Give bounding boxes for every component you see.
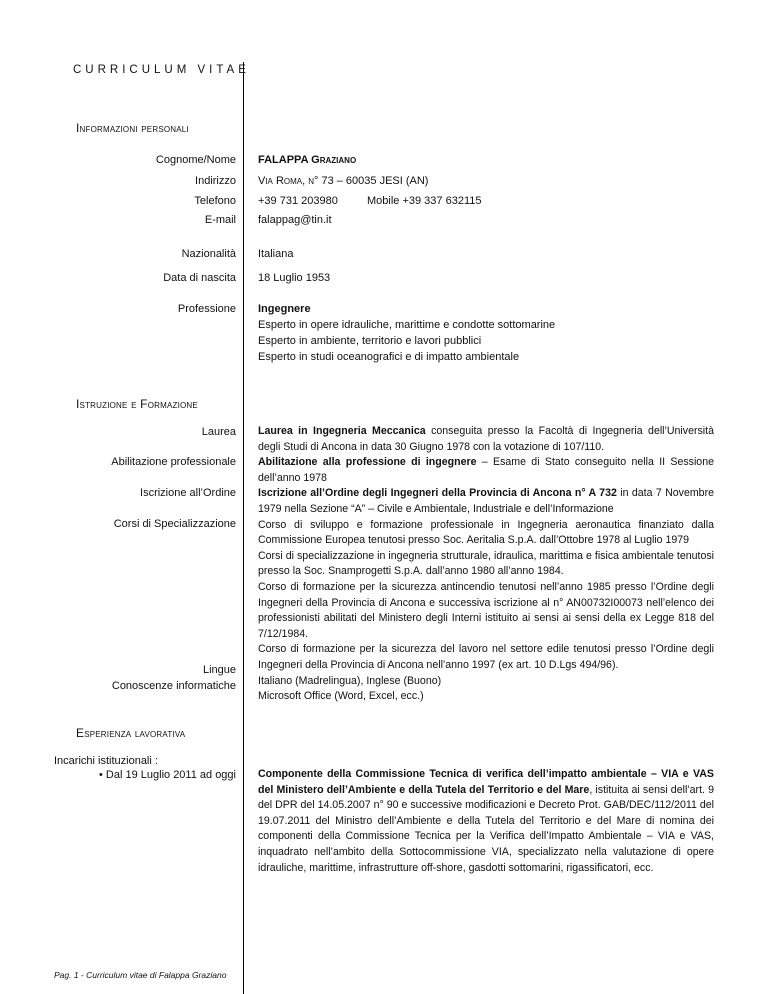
address-label: Indirizzo	[195, 175, 236, 187]
nationality-value: Italiana	[258, 248, 294, 260]
experience-rest: , istituita ai sensi dell’art. 9 del DPR del 14.05.2007 n° 90 e successive modificazioni e Decreto Prot. GAB/DEC/112/2011 del 19.07.2011 del Ministro dell’Ambiente e della Tutela del Territorio e del Mare di nomina dei componenti della Commissione Tecnica per la Verifica dell’Impatto Ambientale – VIA e VAS, inquadrato nell’ambito della Sottocommissione VIA, specializzato nella valutazione di opere idrauliche, marittime, infrastrutture off-shore, gasdotti sottomarini, rigassificatori, ecc.	[258, 783, 715, 874]
experience-date-label: • Dal 19 Luglio 2011 ad oggi	[99, 769, 236, 781]
laurea-text	[258, 424, 714, 455]
laurea-bold: Laurea in Ingegneria Meccanica	[258, 425, 426, 437]
section-education: Istruzione e Formazione	[76, 397, 198, 411]
birthdate-value: 18 Luglio 1953	[258, 272, 331, 284]
address-value: Via Roma, n° 73 – 60035 JESI (AN)	[258, 175, 429, 187]
iscrizione-text	[258, 486, 714, 517]
profession-line: Esperto in studi oceanografici e di impatto ambientale	[258, 351, 520, 363]
corso-item: Corso di formazione per la sicurezza antincendio tenutosi nell’anno 1985 presso l’Ordine degli Ingegneri della Provincia di Ancona e successiva iscrizione al n° AN00732I00073 nell’elenco dei professionisti abilitati del Ministero degli Interni istituito ai sensi ai sensi della ex Legge 818 del 7/12/1984.	[258, 580, 714, 640]
mobile-value: Mobile +39 337 632115	[367, 195, 482, 207]
email-value[interactable]: falappag@tin.it	[258, 214, 332, 226]
iscrizione-rest: in data 7 Novembre 1979 nella Sezione “A” – Civile e Ambientale, Industriale e dell’Informazione	[258, 487, 714, 515]
phone-value: +39 731 203980	[258, 195, 338, 207]
education-content	[258, 424, 714, 705]
profession-line: Esperto in opere idrauliche, marittime e condotte sottomarine	[258, 319, 556, 331]
name-value: FALAPPA Graziano	[258, 154, 357, 166]
page-footer: Pag. 1 - Curriculum vitae di Falappa Graziano	[54, 970, 227, 980]
profession-title: Ingegnere	[258, 303, 311, 315]
laurea-label: Laurea	[201, 426, 236, 438]
abilitazione-rest: – Esame di Stato conseguito nella II Sessione dell’anno 1978	[258, 456, 714, 484]
iscrizione-label: Iscrizione all’Ordine	[140, 487, 236, 499]
abilitazione-bold: Abilitazione alla professione di ingegnere	[258, 456, 477, 469]
lingue-label: Lingue	[202, 664, 236, 676]
vertical-divider	[243, 62, 244, 994]
lingue-value: Italiano (Madrelingua), Inglese (Buono)	[258, 674, 442, 687]
corso-item: Corso di sviluppo e formazione professionale in Ingegneria aeronautica finanziato dalla Commissione Europea tenutosi presso Soc. Aeritalia S.p.A. dall’Ottobre 1978 al Luglio 1979	[258, 518, 714, 547]
informatiche-value: Microsoft Office (Word, Excel, ecc.)	[258, 690, 424, 703]
profession-line: Esperto in ambiente, territorio e lavori pubblici	[258, 335, 482, 347]
experience-item	[258, 767, 714, 876]
nationality-label: Nazionalità	[181, 248, 236, 260]
experience-bold: Componente della Commissione Tecnica di verifica dell’impatto ambientale – VIA e VAS del Ministero dell’Ambiente e della Tutela del Territorio e del Mare	[258, 768, 714, 796]
laurea-rest: conseguita presso la Facoltà di Ingegneria dell’Università degli Studi di Ancona in data 30 Giugno 1978 con la votazione di 107/110.	[258, 425, 714, 453]
section-experience: Esperienza lavorativa	[76, 726, 186, 740]
corsi-label: Corsi di Specializzazione	[113, 518, 236, 530]
informatiche-label: Conoscenze informatiche	[111, 680, 236, 692]
corso-item: Corso di formazione per la sicurezza del lavoro nel settore edile tenutosi presso l’Ordine degli Ingegneri della Provincia di Ancona nell’anno 1997 (ex art. 10 D.Lgs 494/96).	[258, 643, 714, 671]
iscrizione-bold: Iscrizione all’Ordine degli Ingegneri della Provincia di Ancona n° A 732	[258, 487, 617, 500]
profession-label: Professione	[177, 303, 236, 315]
phone-label: Telefono	[194, 195, 236, 207]
corso-item: Corsi di specializzazione in ingegneria strutturale, idraulica, marittima e fisica ambientale tenutosi presso la Soc. Snamprogetti S.p.A. dall’anno 1980 all’anno 1984.	[258, 549, 714, 578]
name-label: Cognome/Nome	[155, 154, 236, 166]
incarichi-label: Incarichi istituzionali :	[54, 755, 158, 767]
abilitazione-text	[258, 455, 714, 486]
abilitazione-label: Abilitazione professionale	[111, 456, 236, 468]
section-personal-info: Informazioni personali	[76, 121, 189, 135]
document-title: CURRICULUM VITAE	[73, 64, 250, 76]
birthdate-label: Data di nascita	[163, 272, 236, 284]
experience-content	[258, 767, 714, 876]
email-label: E-mail	[204, 214, 236, 226]
